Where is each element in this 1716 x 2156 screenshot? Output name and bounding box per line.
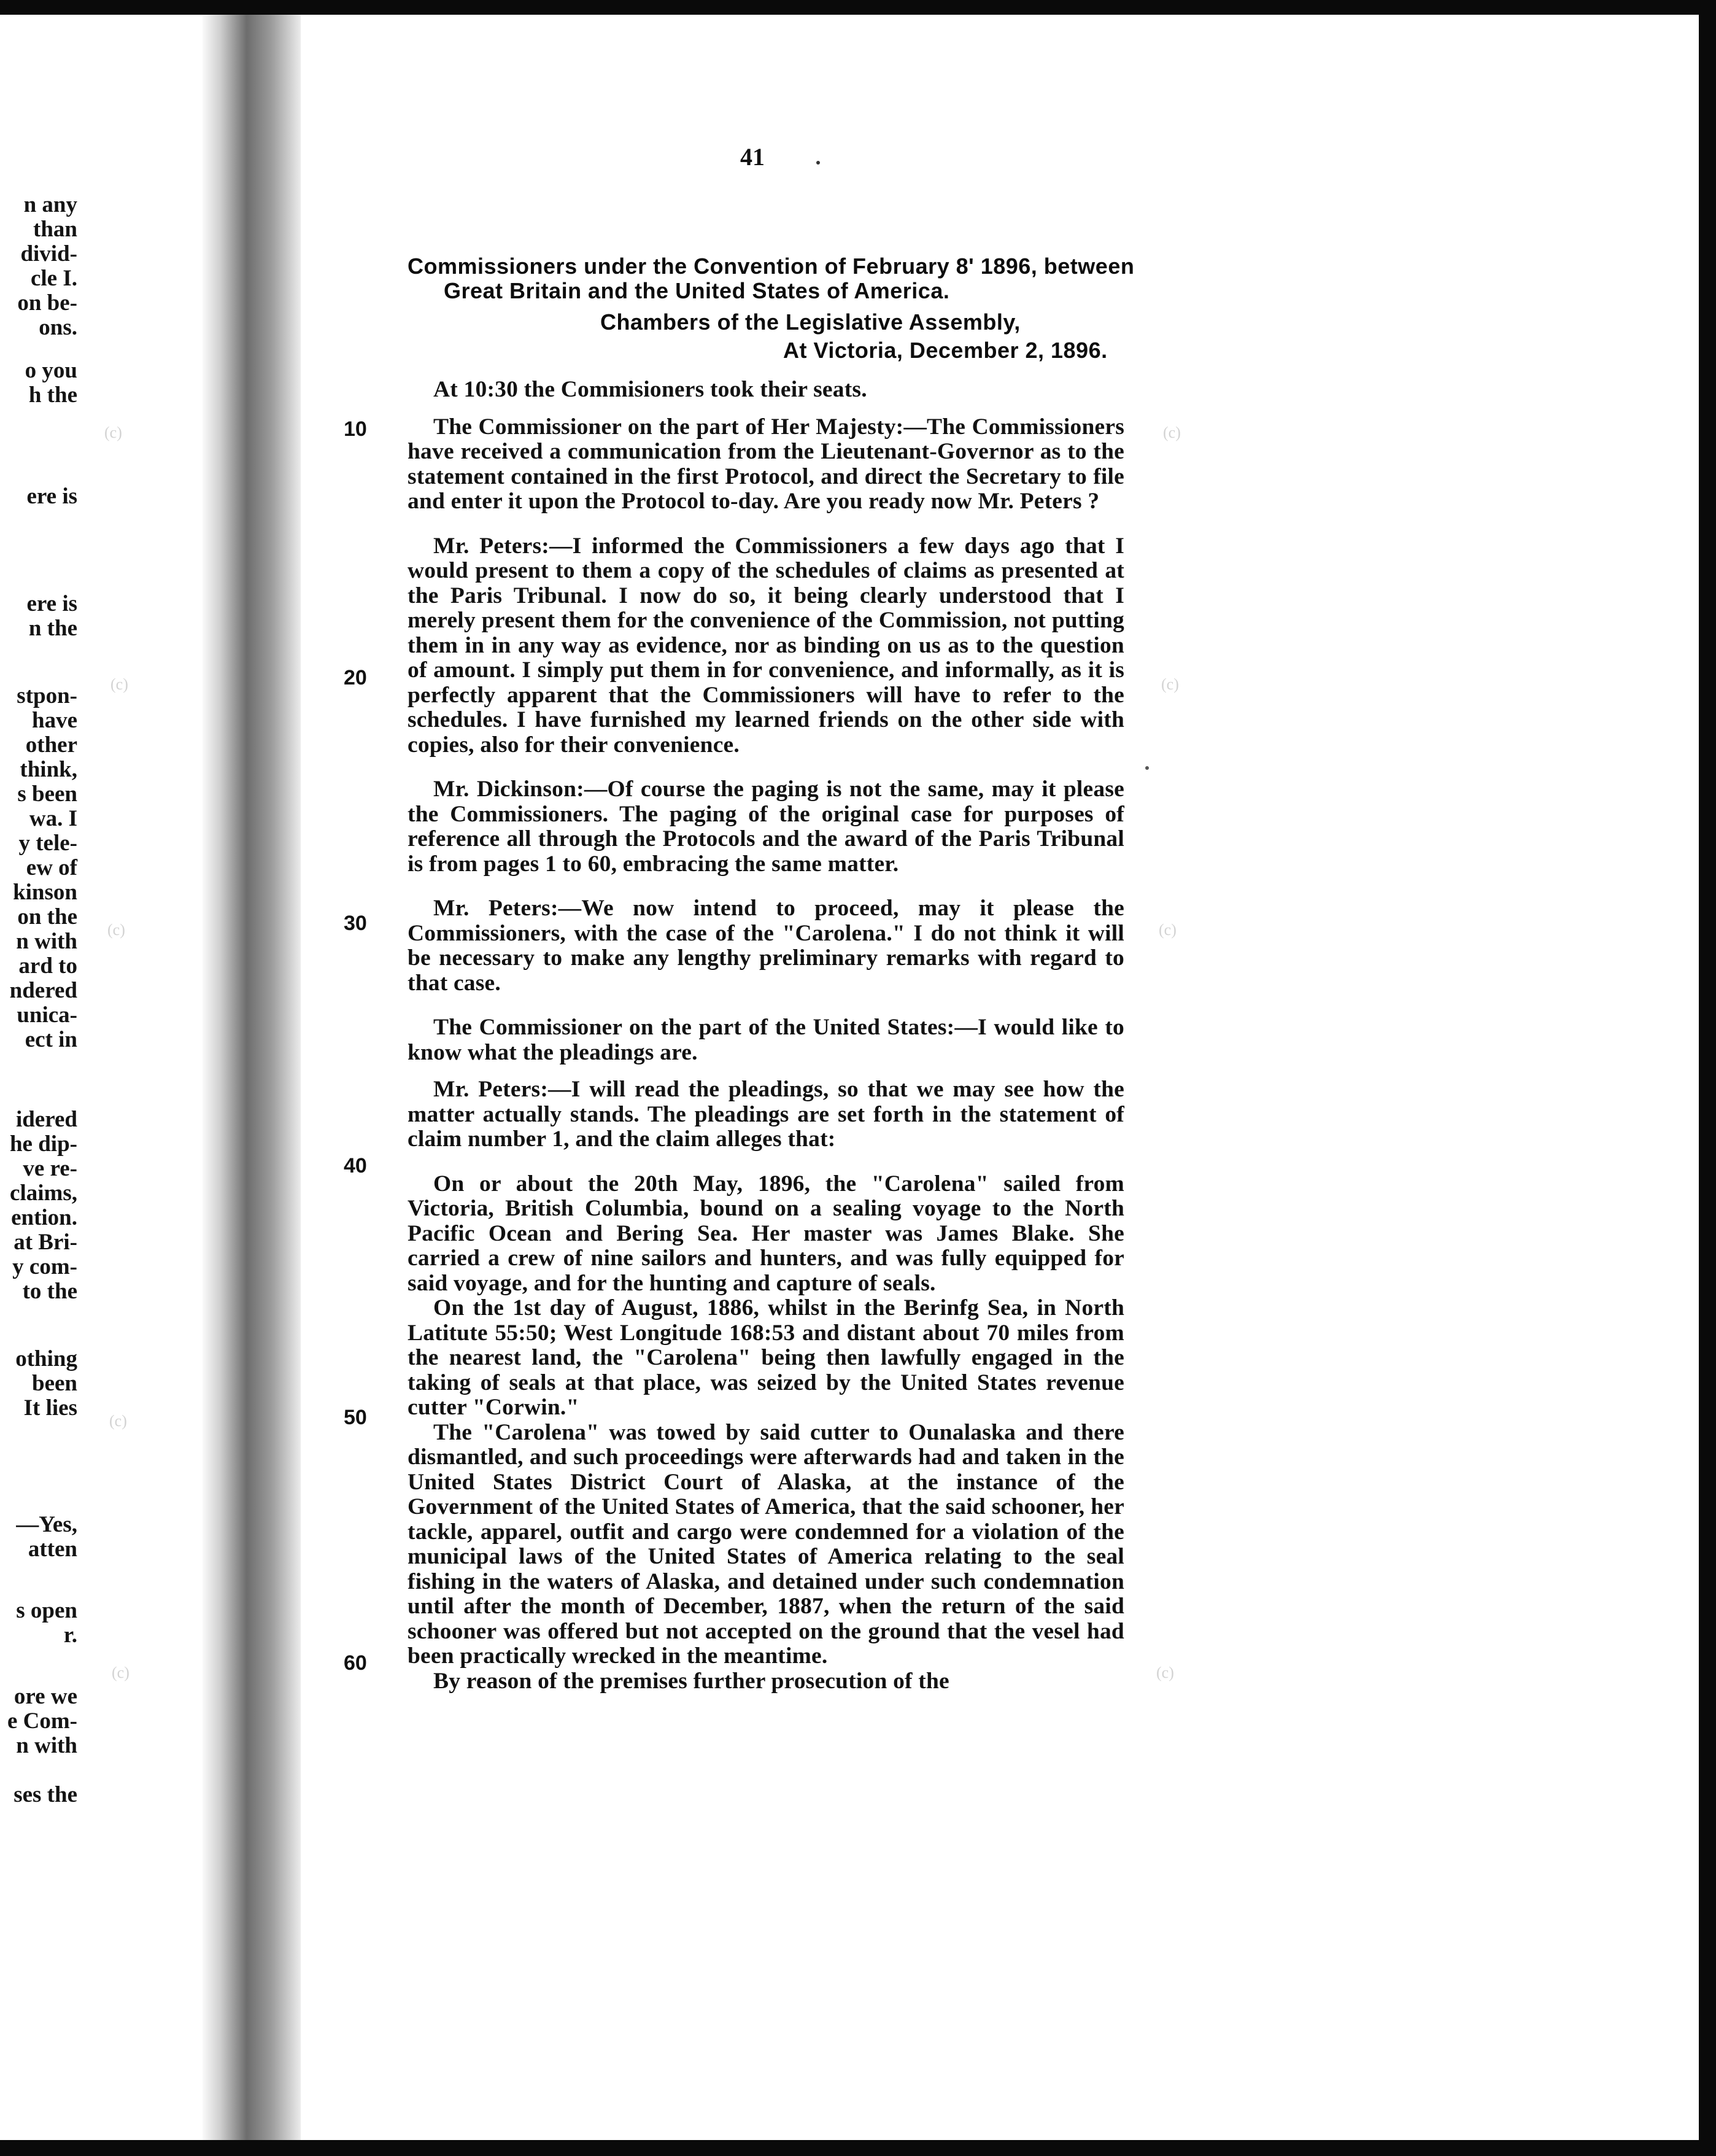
facing-page-fragment: ard to (18, 953, 77, 979)
paragraph: Mr. Peters:—I will read the pleadings, so that we may see how the matter actually stands. The pleadings are set forth in the statement of claim number 1, and the claim alleges that: (408, 1077, 1124, 1152)
facing-page-fragment: othing (15, 1346, 77, 1371)
facing-page-fragment: than (33, 217, 77, 242)
scan-bottom-border (0, 2140, 1716, 2156)
margin-line-number: 60 (344, 1651, 367, 1675)
paragraph: The "Carolena" was towed by said cutter to Ounalaska and there dismantled, and such proceedings were afterwards had and taken in the United States District Court of Alaska, at the instance of the Government of the United States of America, that the said schooner, her tackle, apparel, outfit and cargo were condemned for a violation of the municipal laws of the United States of America relating to the seal fishing in the waters of Alaska, and detained under such condemnation until after the month of December, 1887, when the return of the said schooner was offered but not accepted on the ground that the vesel had been practically wrecked in the meantime. (408, 1419, 1124, 1669)
bleed-through-mark: (c) (104, 424, 122, 441)
facing-page-fragment: ses the (14, 1782, 77, 1807)
margin-line-number: 50 (344, 1406, 367, 1429)
bleed-through-mark: (c) (109, 1412, 127, 1430)
paragraph: By reason of the premises further prosecution of the (433, 1668, 949, 1694)
facing-page-fragment: cle I. (30, 266, 77, 291)
facing-page-fragment: n the (28, 616, 77, 641)
facing-page (0, 15, 209, 2140)
facing-page-fragment: ere is (26, 591, 77, 616)
facing-page-fragment: wa. I (29, 806, 77, 831)
facing-page-fragment: divid- (20, 241, 77, 266)
bleed-through-mark: (c) (107, 921, 125, 939)
paragraph: Mr. Peters:—We now intend to proceed, may it please the Commissioners, with the case of the "Carolena." I do not think it will be necessary to make any lengthy preliminary remarks with regard to that case. (408, 896, 1124, 996)
facing-page-fragment: ons. (39, 315, 77, 340)
margin-line-number: 20 (344, 666, 367, 689)
facing-page-fragment: n with (16, 1733, 77, 1758)
ink-speck (816, 161, 820, 165)
paragraph: On the 1st day of August, 1886, whilst in the Berinfg Sea, in North Latitute 55:50; West Longitude 168:53 and distant about 70 miles from the nearest land, the "Carolena" being then lawfully engaged in the taking of seals at that place, was seized by the United States revenue cutter "Corwin." (408, 1295, 1124, 1420)
header-line-3: Chambers of the Legislative Assembly, (600, 309, 1021, 335)
paragraph: Mr. Dickinson:—Of course the paging is not the same, may it please the Commissioners. The paging of the original case for purposes of reference all through the Protocols and the award of the Paris Tribunal is from pages 1 to 60, embracing the same matter. (408, 777, 1124, 877)
paragraph: The Commissioner on the part of the United States:—I would like to know what the pleadings are. (408, 1015, 1124, 1065)
paragraph: The Commissioner on the part of Her Majesty:—The Commissioners have received a communication from the Lieutenant-Governor as to the statement contained in the first Protocol, and direct the Secretary to file and enter it upon the Protocol to-day. Are you ready now Mr. Peters ? (408, 414, 1124, 514)
facing-page-fragment: ect in (25, 1027, 77, 1052)
bleed-through-mark: (c) (112, 1664, 129, 1681)
facing-page-fragment: think, (20, 757, 77, 782)
facing-page-fragment: ve re- (23, 1156, 77, 1181)
facing-page-fragment: he dip- (9, 1131, 77, 1157)
facing-page-fragment: r. (63, 1623, 77, 1648)
facing-page-fragment: —Yes, (16, 1512, 77, 1537)
facing-page-fragment: ention. (11, 1205, 77, 1230)
facing-page-fragment: at Bri- (14, 1230, 77, 1255)
bleed-through-mark: (c) (1163, 424, 1181, 441)
bleed-through-mark: (c) (1161, 675, 1179, 693)
facing-page-fragment: s been (17, 781, 77, 807)
facing-page-fragment: kinson (13, 880, 77, 905)
header-line-2: Great Britain and the United States of America. (444, 278, 950, 303)
header-line-1: Commissioners under the Convention of February 8' 1896, between (408, 254, 1135, 279)
bleed-through-mark: (c) (1159, 921, 1177, 939)
facing-page-fragment: idered (15, 1107, 77, 1132)
facing-page-fragment: s open (16, 1598, 77, 1623)
facing-page-fragment: e Com- (7, 1708, 77, 1734)
facing-page-fragment: other (25, 732, 77, 758)
margin-line-number: 30 (344, 912, 367, 935)
paragraph: At 10:30 the Commisioners took their seats. (433, 377, 867, 402)
facing-page-fragment: y com- (12, 1254, 77, 1279)
facing-page-fragment: h the (28, 382, 77, 408)
facing-page-fragment: been (32, 1371, 77, 1396)
header-line-4: At Victoria, December 2, 1896. (783, 338, 1108, 363)
facing-page-fragment: ndered (9, 978, 77, 1003)
facing-page-fragment: stpon- (17, 683, 77, 708)
facing-page-fragment: ew of (26, 855, 77, 880)
paragraph: On or about the 20th May, 1896, the "Carolena" sailed from Victoria, British Columbia, bound on a sealing voyage to the North Pacific Ocean and Bering Sea. Her master was James Blake. She carried a crew of nine sailors and hunters, and was fully equipped for said voyage, and for the hunting and capture of seals. (408, 1171, 1124, 1296)
facing-page-fragment: n with (16, 929, 77, 954)
facing-page-fragment: claims, (10, 1181, 77, 1206)
margin-line-number: 40 (344, 1154, 367, 1177)
bleed-through-mark: (c) (110, 675, 128, 693)
margin-line-number: 10 (344, 417, 367, 441)
scan-top-border (0, 0, 1716, 15)
book-binding-gutter (203, 15, 301, 2140)
bleed-through-mark: (c) (1156, 1664, 1174, 1681)
scan-right-border (1699, 0, 1716, 2156)
body-text (408, 378, 1124, 1694)
facing-page-fragment: It lies (23, 1395, 77, 1421)
facing-page-fragment: unica- (17, 1002, 77, 1028)
paragraph: Mr. Peters:—I informed the Commissioners a few days ago that I would present to them a copy of the schedules of claims as presented at the Paris Tribunal. I now do so, it being clearly understood that I merely present them for the convenience of the Commission, not putting them in in any way as evidence, nor as binding on us as to the question of amount. I simply put them in for convenience, and informally, as it is perfectly apparent that the Commissioners will have to refer to the schedules. I have furnished my learned friends on the other side with copies, also for their convenience. (408, 533, 1124, 758)
facing-page-fragment: n any (23, 192, 77, 217)
facing-page-fragment: o you (25, 358, 77, 383)
facing-page-fragment: ere is (26, 484, 77, 509)
facing-page-fragment: atten (28, 1537, 77, 1562)
facing-page-fragment: on the (17, 904, 77, 929)
facing-page-fragment: have (32, 708, 77, 733)
facing-page-fragment: y tele- (18, 831, 77, 856)
facing-page-fragment: to the (22, 1279, 77, 1304)
facing-page-fragment: on be- (17, 290, 77, 316)
facing-page-fragment: ore we (14, 1684, 77, 1709)
ink-speck (1145, 766, 1149, 770)
page-number: 41 (740, 143, 765, 171)
